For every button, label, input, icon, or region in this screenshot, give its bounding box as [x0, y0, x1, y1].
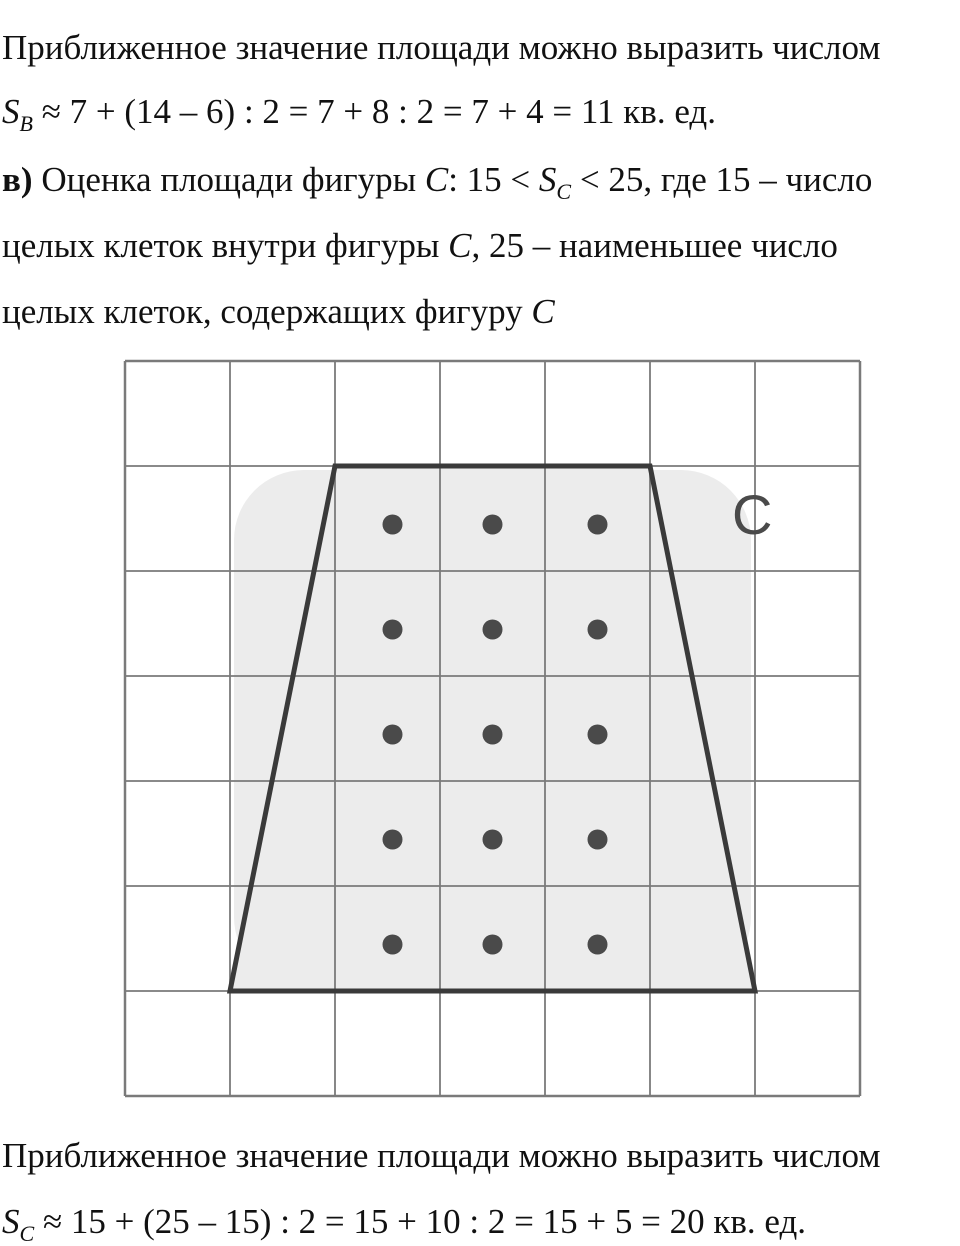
inner-cell-dot [383, 725, 403, 745]
area-subscript: C [556, 179, 572, 204]
inner-cell-dot [483, 620, 503, 640]
area-subscript: C [19, 1221, 35, 1246]
formula-sb [2, 92, 960, 136]
text-segment: целых клеток внутри фигуры [2, 226, 449, 265]
area-symbol: S [2, 92, 20, 131]
inner-cell-dot [483, 935, 503, 955]
formula-sc [2, 1202, 960, 1246]
text-segment: целых клеток, содержащих фигуру [2, 292, 532, 331]
area-subscript: B [19, 111, 33, 136]
area-symbol: S [538, 160, 557, 199]
sentence-text: Приближенное значение площади можно выразить числом [2, 28, 881, 67]
item-marker: в) [2, 160, 33, 199]
inner-cell-dot [588, 830, 608, 850]
inner-cell-dot [383, 935, 403, 955]
grid-figure [120, 356, 870, 1108]
inner-cell-dot [383, 830, 403, 850]
formula-expression: ≈ 7 + (14 – 6) : 2 = 7 + 8 : 2 = 7 + 4 = 11 кв. ед. [32, 92, 716, 131]
inner-cell-dot [383, 515, 403, 535]
figure-variable: C [448, 226, 472, 265]
text-segment: : 15 < [448, 160, 539, 199]
inner-cell-dot [483, 830, 503, 850]
sentence-text: Приближенное значение площади можно выразить числом [2, 1136, 881, 1175]
inner-cell-dot [588, 935, 608, 955]
item-c-line-2 [2, 226, 960, 266]
formula-expression: ≈ 15 + (25 – 15) : 2 = 15 + 10 : 2 = 15 + 5 = 20 кв. ед. [34, 1202, 806, 1241]
text-segment: , 25 – наименьшее число [471, 226, 838, 265]
inner-cell-dot [588, 725, 608, 745]
figure-variable: C [424, 160, 449, 199]
figure-variable: C [531, 292, 555, 331]
figure-label: C [732, 483, 773, 546]
text-line-bottom-1 [2, 1136, 960, 1176]
inner-cell-dot [588, 620, 608, 640]
area-symbol: S [2, 1202, 20, 1241]
text-segment: Оценка площади фигуры [32, 160, 425, 199]
inner-cell-dot [483, 725, 503, 745]
item-c-line-3 [2, 292, 960, 332]
inner-cell-dot [383, 620, 403, 640]
item-c-line-1 [2, 160, 960, 204]
text-segment: < 25, где 15 – число [571, 160, 873, 199]
text-line-1 [2, 28, 960, 68]
inner-cell-dot [483, 515, 503, 535]
inner-cell-dot [588, 515, 608, 535]
